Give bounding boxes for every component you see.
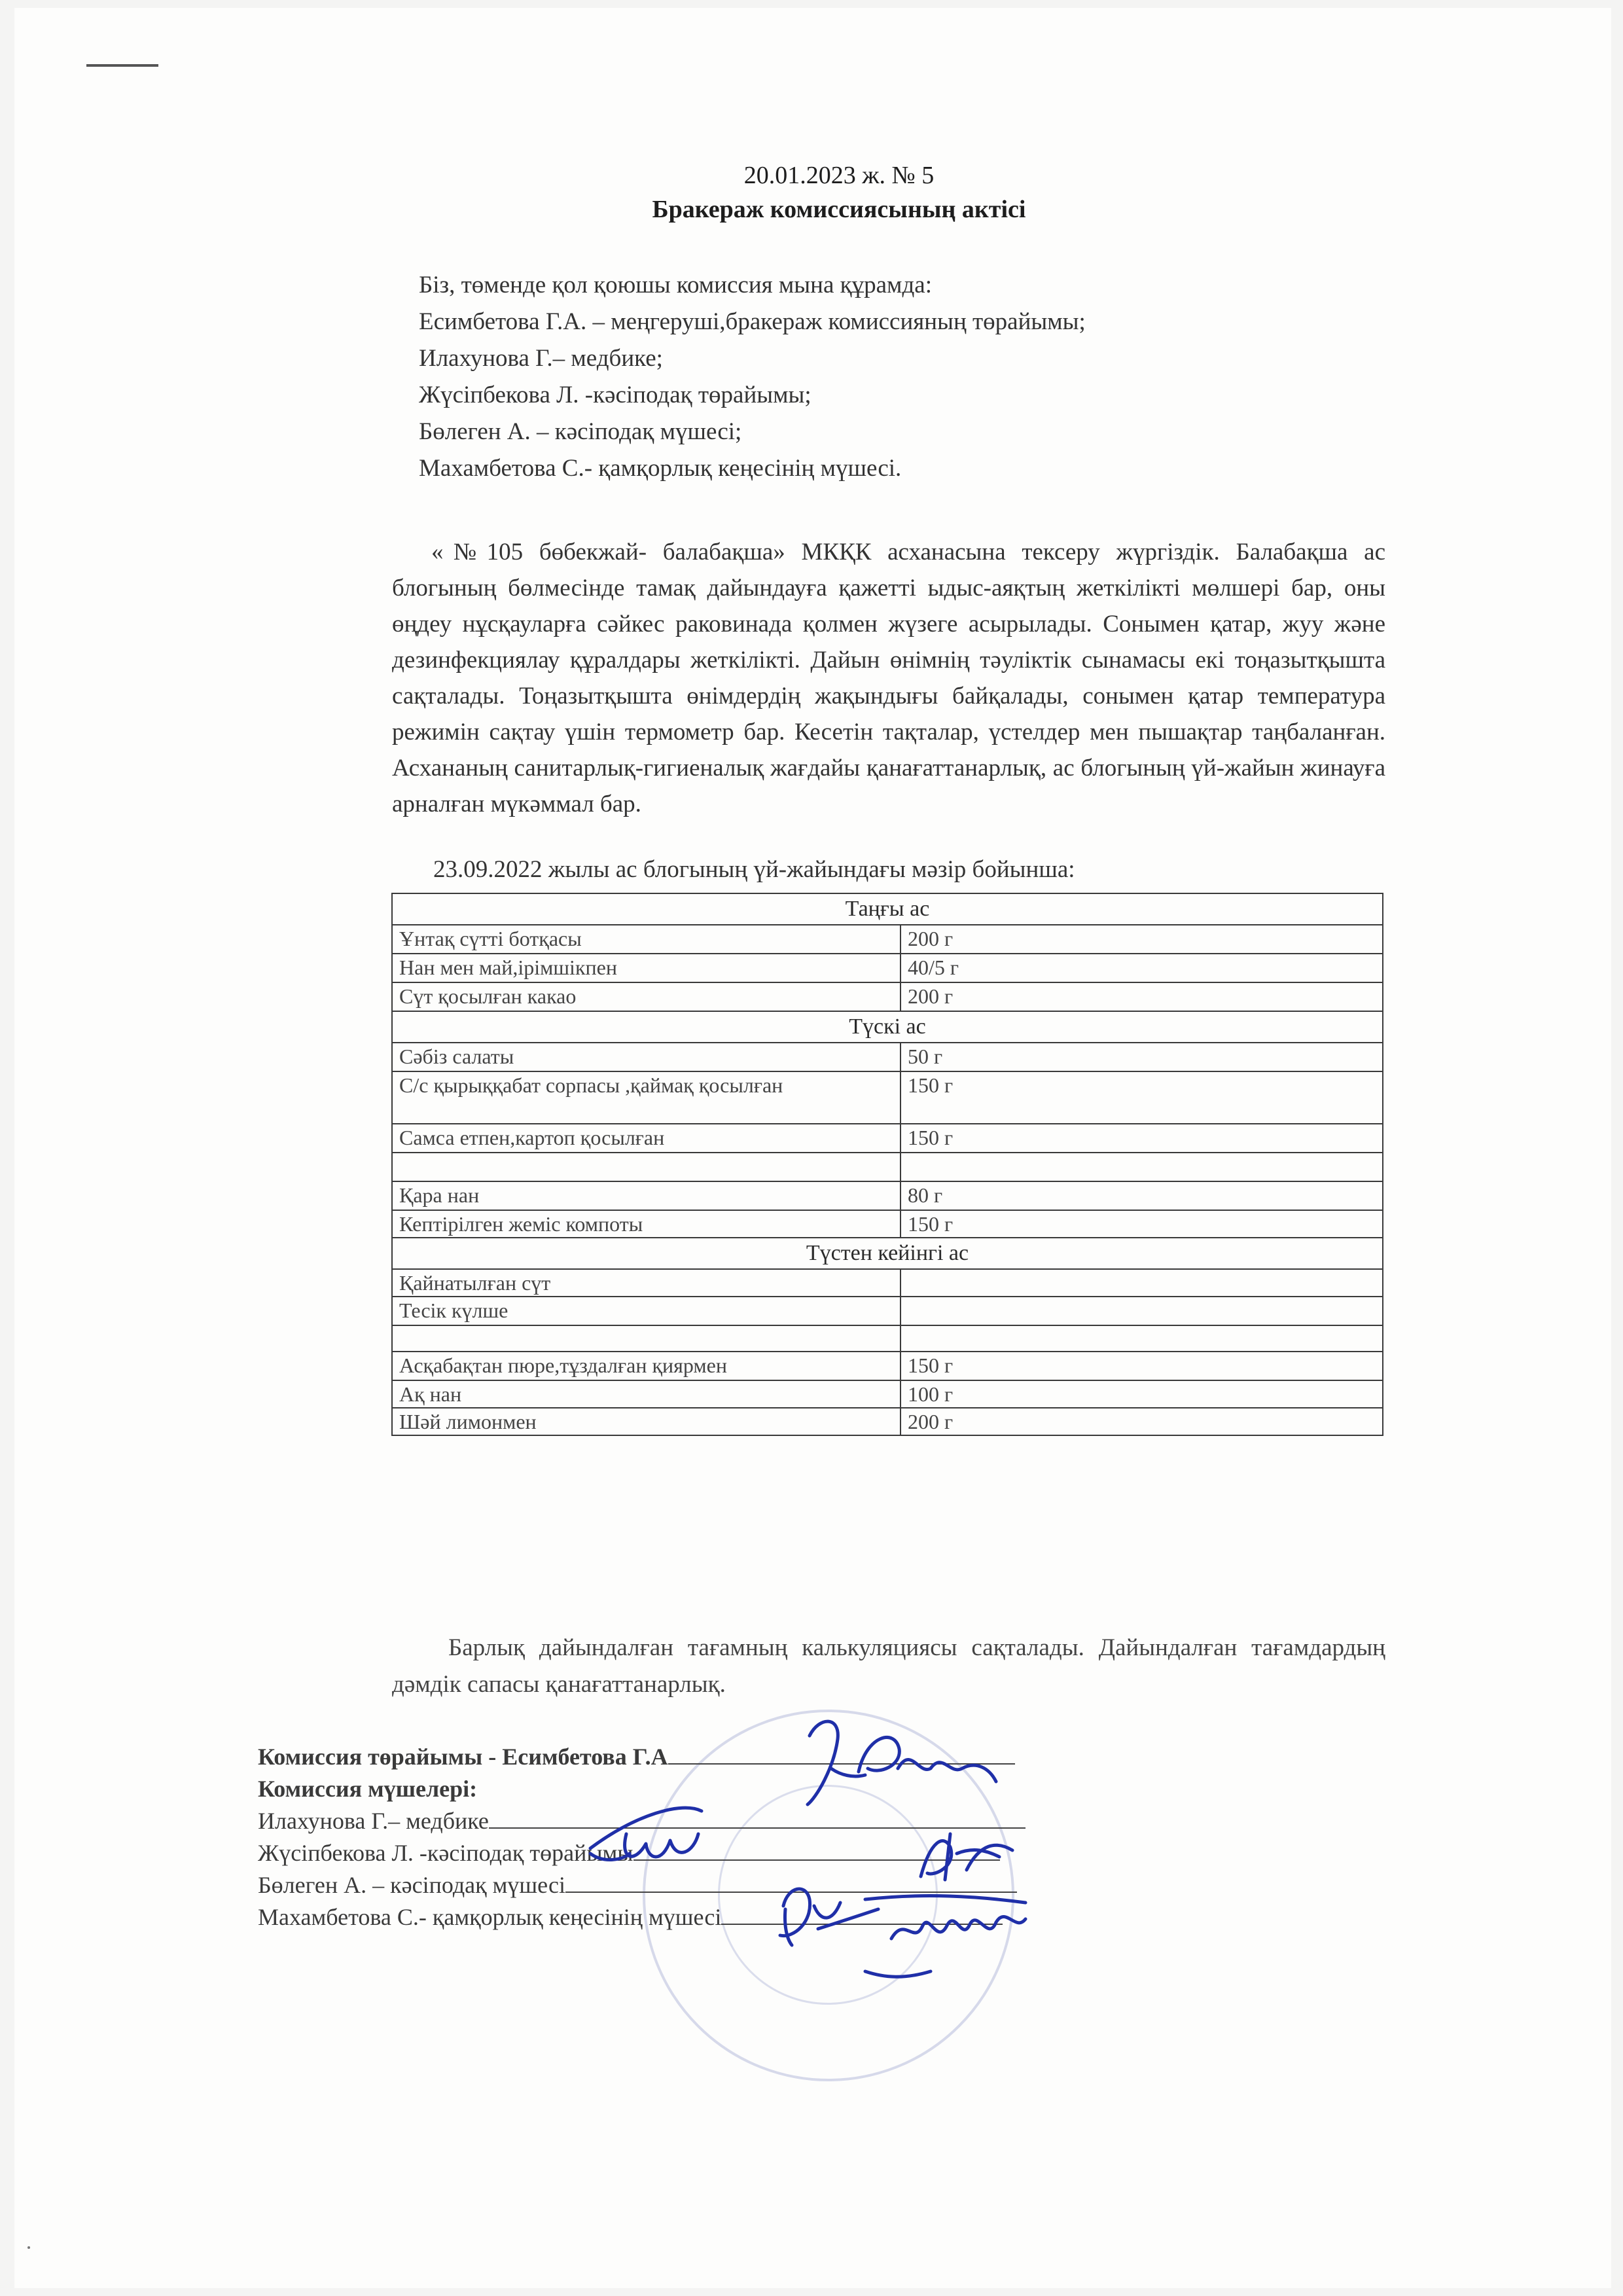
dish-amount: 100 г xyxy=(901,1380,1383,1408)
dish-name: Тесік күлше xyxy=(392,1297,901,1325)
signature-member-1 xyxy=(590,1808,702,1859)
member-line-trustee: Махамбетова С.- қамқорлық кеңесінің мүшесі. xyxy=(419,455,902,482)
body-paragraph: «№105 бөбекжай- балабақша» МКҚК асханасына тексеру жүргіздік. Балабақша ас блогының бөлмесінде тамақ дайындауға қажетті ыдыс-аяқтың жеткілікті мөлшері бар, оны өңдеу нұсқауларға сәйкес раковинада қолмен жүзеге асырылады. Сонымен қатар, жуу және дезинфекциялау құралдары жеткілікті. Дайын өнімнің тәуліктік сынамасы екі тоңазытқышта сақталады. Тоңазытқышта өнімдердің жақындығы байқалады, сонымен қатар температура режимін сақтау үшін термометр бар. Кесетін тақталар, үстелдер мен пышақтар таңбаланған. Асхананың санитарлық-гигиеналық жағдайы қанағаттанарлық, ас блогының үй-жайын жинауға арналған мүкәммал бар. xyxy=(392,539,1385,817)
signature-chair xyxy=(808,1721,996,1804)
member-label: Жүсіпбекова Л. -кәсіподақ төрайымы xyxy=(258,1840,633,1866)
signature-member-2 xyxy=(921,1834,1012,1880)
member-line-union-chair: Жүсіпбекова Л. -кәсіподақ төрайымы; xyxy=(419,382,812,408)
chair-label: Комиссия төрайымы - Есимбетова Г.А xyxy=(258,1744,668,1770)
dish-name: Самса етпен,картоп қосылған xyxy=(392,1124,901,1153)
dish-name: Асқабақтан пюре,тұздалған қиярмен xyxy=(392,1352,901,1380)
menu-section-title: Таңғы ас xyxy=(392,893,1383,925)
conclusion-text: Барлық дайындалған тағамның калькуляциясы сақталады. Дайындалған тағамдардың дәмдік сапасы қанағаттанарлық. xyxy=(392,1634,1385,1698)
dish-amount: 200 г xyxy=(901,1408,1383,1435)
member-line-chair: Есимбетова Г.А. – меңгеруші,бракераж комиссияның төрайымы; xyxy=(419,308,1086,335)
document-title: Бракераж комиссиясының актісі xyxy=(652,196,1026,223)
handwritten-signatures xyxy=(14,8,1611,2288)
dish-name: Шәй лимонмен xyxy=(392,1408,901,1435)
dish-amount: 150 г xyxy=(901,1071,1383,1124)
dish-name: Сәбіз салаты xyxy=(392,1043,901,1071)
dish-name: Қара нан xyxy=(392,1181,901,1210)
member-line-nurse: Илахунова Г.– медбике; xyxy=(419,345,663,372)
member-label: Махамбетова С.- қамқорлық кеңесінің мүшесі xyxy=(258,1904,722,1930)
dish-name: Нан мен май,ірімшікпен xyxy=(392,954,901,982)
signature-member-3 xyxy=(780,1889,878,1945)
date-number: 20.01.2023 ж. № 5 xyxy=(743,162,935,189)
dish-amount: 150 г xyxy=(901,1352,1383,1380)
member-line-union-member: Бөлеген А. – кәсіподақ мүшесі; xyxy=(419,418,742,445)
intro-line: Біз, төменде қол қоюшы комиссия мына құрамда: xyxy=(419,272,932,298)
menu-section-title: Түскі ас xyxy=(392,1011,1383,1043)
menu-intro: 23.09.2022 жылы ас блогының үй-жайындағы мәзір бойынша: xyxy=(433,856,1075,883)
member-label: Бөлеген А. – кәсіподақ мүшесі xyxy=(258,1872,565,1898)
dish-amount: 200 г xyxy=(901,925,1383,954)
scan-speck xyxy=(27,2246,30,2249)
dish-name: Сүт қосылған какао xyxy=(392,982,901,1011)
dish-amount: 80 г xyxy=(901,1181,1383,1210)
document-page xyxy=(14,8,1611,2288)
member-label: Илахунова Г.– медбике xyxy=(258,1808,489,1834)
dish-name: Қайнатылған сүт xyxy=(392,1269,901,1297)
dish-name: С/с қырыққабат сорпасы ,қаймақ қосылған xyxy=(392,1071,901,1124)
dish-amount: 150 г xyxy=(901,1124,1383,1153)
dish-amount: 50 г xyxy=(901,1043,1383,1071)
dish-name: Ұнтақ сүтті ботқасы xyxy=(392,925,901,954)
dish-amount: 200 г xyxy=(901,982,1383,1011)
signature-member-4 xyxy=(865,1896,1026,1977)
dish-name: Кептірілген жеміс компоты xyxy=(392,1210,901,1238)
dish-name: Ақ нан xyxy=(392,1380,901,1408)
members-label: Комиссия мүшелері: xyxy=(258,1776,478,1802)
menu-section-title: Түстен кейінгі ас xyxy=(392,1238,1383,1269)
dish-amount: 150 г xyxy=(901,1210,1383,1238)
dish-amount: 40/5 г xyxy=(901,954,1383,982)
